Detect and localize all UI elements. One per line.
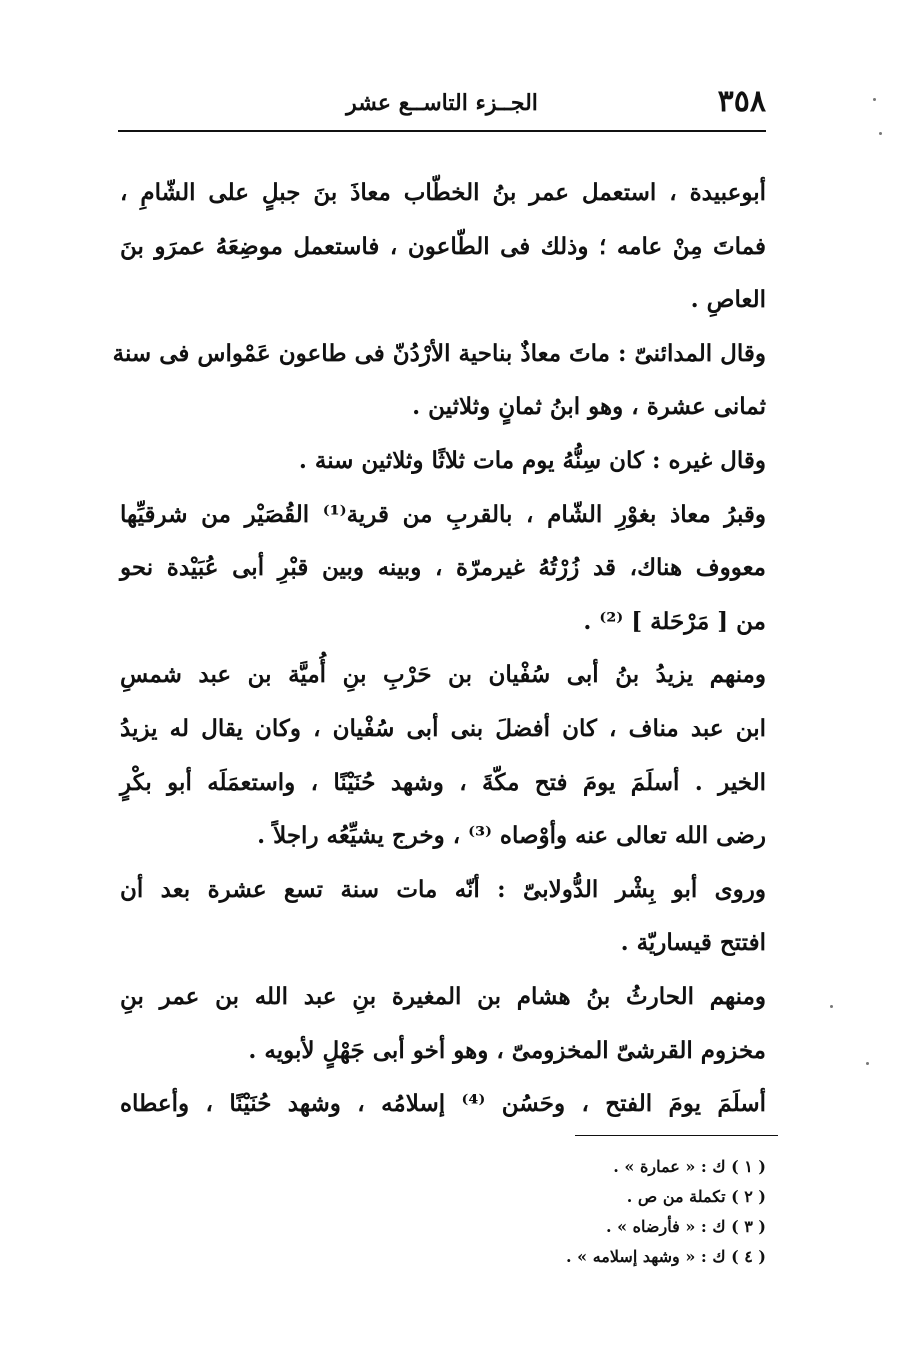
text-line: معووف هناك، قد زُرْتُهُ غيرمرّة ، وبينه وبين قبْرِ أبى عُبَيْدة نحو xyxy=(120,554,766,582)
text-line: وروى أبو بِشْر الدُّولابىّ : أنّه مات سنة تسع عشرة بعد أن xyxy=(120,875,766,903)
footnote: ( ١ ) ك : « عمارة » . xyxy=(613,1157,766,1176)
text-line: ومنهم يزيدُ بنُ أبى سُفْيان بن حَرْبِ بنِ أُميَّة بن عبد شمسِ xyxy=(120,661,766,689)
footnotes xyxy=(420,1152,766,1272)
scan-speck xyxy=(866,1062,869,1065)
footnote: ( ٤ ) ك : « وشهد إسلامه » . xyxy=(566,1247,766,1266)
text-line: وقال غيره : كان سِنُّهُ يوم مات ثلاثًا وثلاثين سنة . xyxy=(298,446,766,474)
text-line: العاصِ . xyxy=(690,286,766,314)
page-number: ٣٥٨ xyxy=(717,84,766,119)
footnote-rule xyxy=(575,1135,778,1136)
footnote: ( ٢ ) تكملة من ص . xyxy=(626,1187,766,1206)
page-header xyxy=(118,84,766,128)
text-line: وقال المدائنىّ : ماتَ معاذٌ بناحية الأرْدُنّ فى طاعون عَمْواس فى سنة xyxy=(112,339,766,367)
main-text xyxy=(112,166,766,1131)
text-line: الخير . أسلَمَ يومَ فتح مكّةَ ، وشهد حُنَيْنًا ، واستعمَلَه أبو بكْرٍ xyxy=(120,768,766,796)
text-line: أبوعبيدة ، استعمل عمر بنُ الخطّاب معاذَ بنَ جبلٍ على الشّامِ ، xyxy=(120,179,766,206)
text-line: ابن عبد مناف ، كان أفضلَ بنى أبى سُفْيان ، وكان يقال له يزيدُ xyxy=(120,714,766,742)
scan-speck xyxy=(830,1005,833,1008)
text-line: فماتَ مِنْ عامه ؛ وذلك فى الطّاعون ، فاستعمل موضِعَهُ عمرَو بنَ xyxy=(120,232,766,260)
text-line: من [ مَرْحَلة ] ⁽²⁾ . xyxy=(583,607,766,635)
footnote: ( ٣ ) ك : « فأرضاه » . xyxy=(605,1217,766,1236)
text-line: وقبرُ معاذ بغوْرِ الشّام ، بالقربِ من قرية⁽¹⁾ القُصَيْر من شرقيِّها xyxy=(120,500,766,528)
text-line: مخزوم القرشىّ المخزومىّ ، وهو أخو أبى جَهْلٍ لأبويه . xyxy=(248,1036,766,1064)
text-line: ومنهم الحارثُ بنُ هشام بن المغيرة بنِ عبد الله بن عمر بنِ xyxy=(120,982,766,1010)
scan-speck xyxy=(879,132,882,135)
text-line: أسلَمَ يومَ الفتح ، وحَسُن ⁽⁴⁾ إسلامُه ، وشهد حُنَيْنًا ، وأعطاه xyxy=(120,1090,766,1118)
scan-speck xyxy=(873,98,876,101)
running-title: الجــزء التاســع عشر xyxy=(346,90,538,116)
text-line: افتتح قيساريّة . xyxy=(620,929,766,957)
text-line: رضى الله تعالى عنه وأوْصاه ⁽³⁾ ، وخرج يشيِّعُه راجلاً . xyxy=(257,822,766,850)
text-line: ثمانى عشرة ، وهو ابنُ ثمانٍ وثلاثين . xyxy=(412,393,766,421)
header-rule xyxy=(118,130,766,132)
